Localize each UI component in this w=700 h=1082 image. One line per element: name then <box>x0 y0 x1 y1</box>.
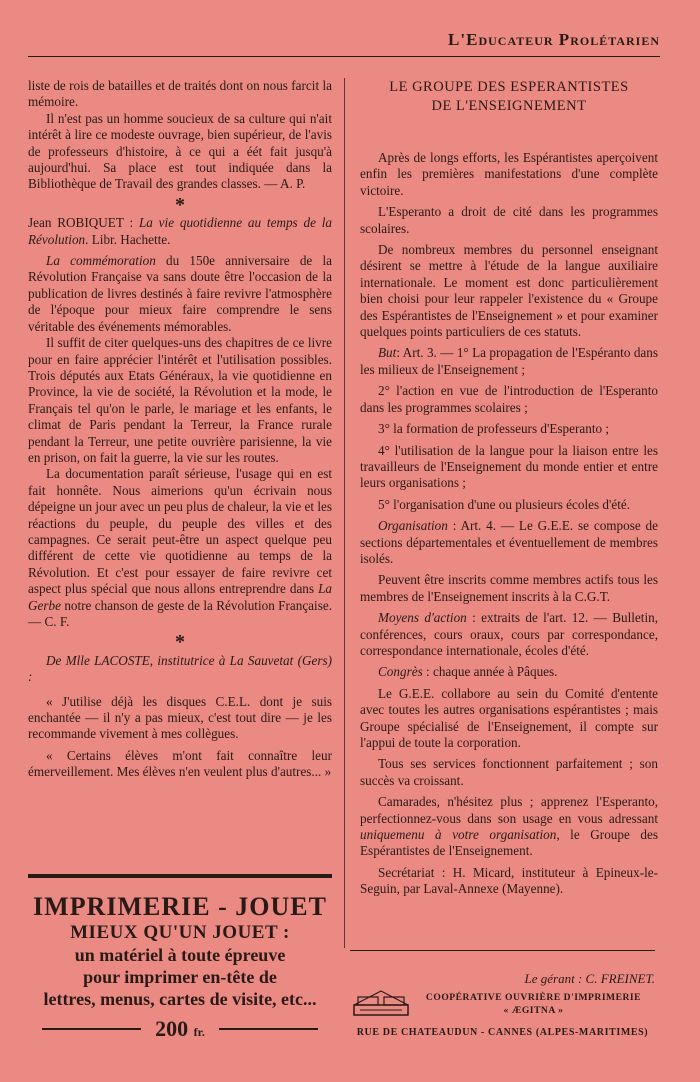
paragraph: L'Esperanto a droit de cité dans les programmes scolaires. <box>360 204 658 236</box>
letter-paragraph: « J'utilise déjà les disques C.E.L. dont je suis enchantée — il n'y a pas mieux, c'est tout dire — je les recommande vivement à mes collègues. <box>28 693 332 742</box>
text: : extraits de l'art. 12. — Bulletin, conférences, cours oraux, cours par correspondance, correspondance internationale, écoles d'été. <box>360 610 658 658</box>
ad-line: MIEUX QU'UN JOUET : <box>70 922 290 943</box>
paragraph: liste de rois de batailles et de traités dont on nous farcit la mémoire. <box>28 78 332 110</box>
emphasis: La Gerbe <box>28 581 332 613</box>
letter-heading <box>28 653 332 686</box>
paragraph: Peuvent être inscrits comme membres actifs tous les membres de l'Enseignement inscrits à la C.G.T. <box>360 572 658 604</box>
label: Organisation <box>378 518 448 534</box>
ad-line: lettres, menus, cartes de visite, etc... <box>43 989 317 1009</box>
text: , le Groupe des Espérantistes de l'Enseignement. <box>360 827 658 859</box>
article-title <box>360 78 658 116</box>
price-rule <box>42 1028 141 1030</box>
text: La documentation paraît sérieuse, l'usage qui en est fait honnête. Nous aimerions qu'un écrivain nous dépeigne un jour avec un peu plus de chaleur, la vie et les réactions du peuple, du peuple des villes et des campagnes. Ce serait peut-être un aspect quelque peu différent de cette vie quotidienne au temps de la Révolution. Et c'est pour essayer de faire revivre cet aspect plus spécial que nous allons entreprendre dans <box>28 466 332 597</box>
paragraph: 4° l'utilisation de la langue pour la liaison entre les travailleurs de l'Enseignement du monde entier et entre leurs organisations ; <box>360 442 658 491</box>
left-column <box>28 78 332 781</box>
ad-price <box>155 1016 205 1042</box>
paragraph: De nombreux membres du personnel enseignant désirent se mettre à l'étude de la langue auxiliaire internationale. Le moment est donc particulièrement bien choisi pour leur rappeler l'existence du « Groupe des Espérantistes de l'Enseignement » et pour examiner quelques points particuliers de ces statuts. <box>360 242 658 340</box>
paragraph <box>360 518 658 567</box>
paragraph: 5° l'organisation d'une ou plusieurs écoles d'été. <box>378 496 631 512</box>
paragraph <box>28 253 332 335</box>
ad-line: pour imprimer en-tête de <box>83 967 277 987</box>
advertisement <box>28 874 332 1042</box>
ad-line: un matériel à toute épreuve <box>74 945 286 965</box>
text: du 150e anniversaire de la Révolution Française va sans doute être l'occasion de la publication de livres destinés à faire revivre l'atmosphère de l'époque pour mieux faire comprendre le sens véritable des événements mémorables. <box>28 253 332 334</box>
text: : Art. 4. — Le G.E.E. se compose de sections départementales et éventuellement de membres isolés. <box>360 518 658 566</box>
paragraph: Il n'est pas un homme soucieux de sa culture qui n'ait intérêt à lire ce modeste ouvrage, bien supérieur, de l'avis de professeurs d'histoire, à ce qui a éét fait jusqu'à aujourd'hui. Sa place est tout indiquée dans la Bibliothèque de Travail des grandes classes. — A. P. <box>28 110 332 192</box>
price-value: 200 <box>155 1016 189 1041</box>
paragraph: 2° l'action en vue de l'introduction de l'Esperanto dans les programmes scolaires ; <box>360 383 658 415</box>
paragraph <box>28 466 332 630</box>
gerant-text: Le gérant : C. FREINET. <box>524 971 655 986</box>
letter-paragraph: « Certains élèves m'ont fait connaître leur émerveillement. Mes élèves n'en veulent plus d'autres... » <box>28 747 332 780</box>
printer-address: RUE DE CHATEAUDUN - CANNES (ALPES-MARITIMES) <box>356 1027 649 1038</box>
label: Congrès <box>378 664 423 680</box>
cooperative-name <box>412 991 655 1017</box>
section-separator: * <box>175 631 185 654</box>
ad-title: IMPRIMERIE - JOUET <box>33 892 327 921</box>
coop-line: COOPÉRATIVE OUVRIÈRE D'IMPRIMERIE <box>425 992 642 1003</box>
review-book-title: La vie quotidienne au temps de la Révolution <box>28 215 333 247</box>
review-publisher: . Libr. Hachette. <box>85 231 171 247</box>
emphasis: uniquemenu à votre organisation <box>360 827 557 843</box>
review-author: Jean ROBIQUET : <box>28 215 139 231</box>
paragraph: Secrétariat : H. Micard, instituteur à Epineux-le-Seguin, par Laval-Annexe (Mayenne). <box>360 864 658 897</box>
paragraph <box>360 794 658 860</box>
text: : Art. 3. — 1° La propagation de l'Espéranto dans les milieux de l'Enseignement ; <box>360 345 658 377</box>
section-separator: * <box>175 193 185 216</box>
paragraph <box>360 345 658 378</box>
article-title-line: DE L'ENSEIGNEMENT <box>431 98 587 114</box>
printing-press-logo-icon <box>350 989 412 1019</box>
emphasis: La commémoration <box>46 253 156 269</box>
paragraph: Tous ses services fonctionnent parfaitement ; son succès va croissant. <box>360 756 658 788</box>
label: Moyens d'action <box>378 610 467 626</box>
paragraph <box>360 664 658 680</box>
right-column <box>360 78 658 898</box>
ad-price-row <box>28 1016 332 1042</box>
cooperative-block <box>350 989 655 1019</box>
text: Camarades, n'hésitez plus ; apprenez l'Esperanto, perfectionnez-vous dans son usage en vous adressant <box>360 794 658 826</box>
book-review-heading <box>28 215 332 248</box>
paragraph: 3° la formation de professeurs d'Esperanto ; <box>378 421 610 437</box>
coop-line: « ÆGITNA » <box>503 1005 564 1016</box>
gerant-line <box>350 971 655 987</box>
price-rule <box>219 1028 318 1030</box>
paragraph <box>360 610 658 659</box>
paragraph: Le G.E.E. collabore au sein du Comité d'entente avec toutes les autres organisations espérantistes ; mais Groupe spécialisé de l'Enseignement, il compte sur l'appui de toute la corporation. <box>360 685 658 750</box>
label: But <box>378 345 397 361</box>
letter-author: De Mlle LACOSTE, institutrice à La Sauvetat (Gers) : <box>28 652 332 685</box>
price-currency: fr. <box>193 1025 205 1039</box>
paragraph: Après de longs efforts, les Espérantistes aperçoivent enfin les premières manifestations d'une complète victoire. <box>360 150 658 198</box>
text: notre chanson de geste de la Révolution Française. — C. F. <box>28 597 332 629</box>
column-divider <box>344 78 345 948</box>
journal-title: L'Educateur Prolétarien <box>448 30 660 49</box>
text: : chaque année à Pâques. <box>422 664 558 680</box>
imprint-footer <box>350 950 655 1038</box>
page-header <box>28 30 660 57</box>
paragraph: Il suffit de citer quelques-uns des chapitres de ce livre pour en faire apprécier l'intérêt et l'utilisation possibles. Trois députés aux Etats Généraux, la vie quotidienne en Province, la vie de société, la Révolution et la mode, le Français tel qu'on le parle, le mariage et les enfants, le climat de Paris pendant la Terreur, la France rurale pendant la Terreur, une petite ouvrière parisienne, la vie en prison, on fait la guerre, la vie sur les routes. <box>28 335 332 465</box>
article-title-line: LE GROUPE DES ESPERANTISTES <box>389 79 629 95</box>
